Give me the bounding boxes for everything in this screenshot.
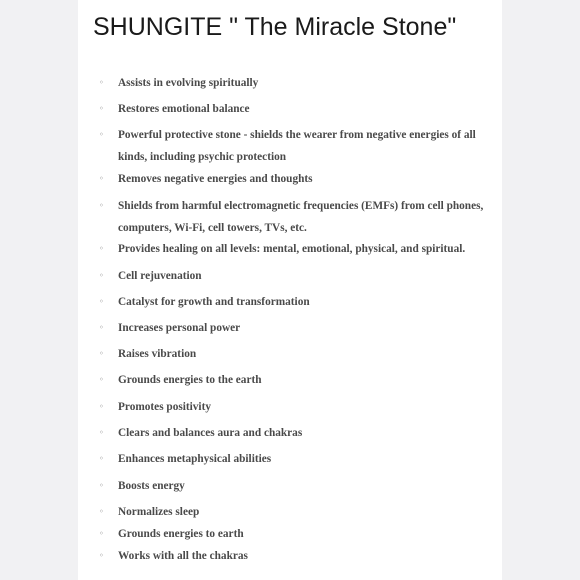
list-item xyxy=(99,475,484,497)
list-item-text: Boosts energy xyxy=(118,480,185,492)
list-item-text: Powerful protective stone - shields the wearer from negative energies of all kinds, including psychic protection xyxy=(118,129,476,163)
list-item xyxy=(99,124,484,168)
list-item xyxy=(99,168,484,190)
list-item xyxy=(99,343,484,365)
bullet-icon: ◦ xyxy=(99,428,104,437)
bullet-icon: ◦ xyxy=(99,78,104,87)
list-item-text: Enhances metaphysical abilities xyxy=(118,453,272,465)
bullet-icon: ◦ xyxy=(99,481,104,490)
list-item xyxy=(99,195,484,239)
list-item xyxy=(99,317,484,339)
list-item-text: Assists in evolving spiritually xyxy=(118,77,259,89)
bullet-icon: ◦ xyxy=(99,244,104,253)
bullet-icon: ◦ xyxy=(99,375,104,384)
bullet-icon: ◦ xyxy=(99,174,104,183)
list-item-text: Catalyst for growth and transformation xyxy=(118,296,310,308)
list-item-text: Provides healing on all levels: mental, emotional, physical, and spiritual. xyxy=(118,243,466,255)
list-item xyxy=(99,501,484,523)
list-item-text: Promotes positivity xyxy=(118,401,211,413)
list-item-text: Raises vibration xyxy=(118,348,197,360)
page-title: SHUNGITE " The Miracle Stone" xyxy=(93,13,457,41)
list-item-text: Shields from harmful electromagnetic frequencies (EMFs) from cell phones, computers, Wi-Fi, cell towers, TVs, etc. xyxy=(118,200,484,234)
bullet-icon: ◦ xyxy=(99,130,104,139)
bullet-icon: ◦ xyxy=(99,201,104,210)
bullet-icon: ◦ xyxy=(99,507,104,516)
list-item-text: Cell rejuvenation xyxy=(118,270,202,282)
list-item xyxy=(99,523,484,545)
list-item xyxy=(99,265,484,287)
list-item xyxy=(99,291,484,313)
list-item xyxy=(99,396,484,418)
list-item xyxy=(99,422,484,444)
bullet-icon: ◦ xyxy=(99,551,104,560)
bullet-icon: ◦ xyxy=(99,402,104,411)
bullet-icon: ◦ xyxy=(99,529,104,538)
list-item-text: Normalizes sleep xyxy=(118,506,200,518)
bullet-icon: ◦ xyxy=(99,104,104,113)
list-item-text: Restores emotional balance xyxy=(118,103,250,115)
list-item-text: Increases personal power xyxy=(118,322,241,334)
list-item-text: Grounds energies to the earth xyxy=(118,374,262,386)
list-item-text: Removes negative energies and thoughts xyxy=(118,173,313,185)
list-item-text: Works with all the chakras xyxy=(118,550,248,562)
list-item xyxy=(99,72,484,94)
list-item xyxy=(99,238,484,260)
list-item xyxy=(99,98,484,120)
list-item xyxy=(99,369,484,391)
list-item xyxy=(99,448,484,470)
list-item-text: Grounds energies to earth xyxy=(118,528,244,540)
bullet-icon: ◦ xyxy=(99,323,104,332)
bullet-icon: ◦ xyxy=(99,297,104,306)
list-item xyxy=(99,545,484,567)
bullet-icon: ◦ xyxy=(99,349,104,358)
list-item-text: Clears and balances aura and chakras xyxy=(118,427,303,439)
bullet-icon: ◦ xyxy=(99,271,104,280)
bullet-icon: ◦ xyxy=(99,454,104,463)
